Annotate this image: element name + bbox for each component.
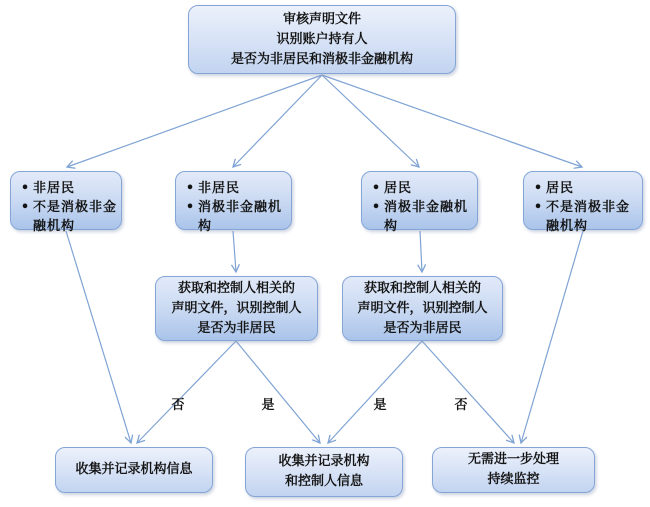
node-text-line: 非居民	[198, 181, 241, 196]
edge-label-yes-right: 是	[373, 398, 387, 413]
node-text-line: 是否为非居民	[197, 320, 276, 336]
edge-label-no-right: 否	[454, 398, 468, 413]
node-text-line: 收集并记录机构信息	[75, 462, 193, 477]
node-text-line: 非居民	[33, 181, 76, 196]
node-text-line: 获取和控制人相关的	[363, 280, 481, 296]
bullet-icon: •	[185, 181, 196, 196]
bullet-icon: •	[20, 200, 31, 215]
node-resident-passive-nfe	[361, 171, 478, 234]
node-text-line: 获取和控制人相关的	[177, 280, 295, 296]
bullet-icon: •	[371, 200, 382, 215]
node-text-line: 消极非金融机构	[384, 200, 469, 234]
edge-label-yes-left: 是	[261, 398, 275, 413]
node-no-further-processing	[432, 447, 595, 493]
node-collect-org-and-controller-info	[245, 447, 403, 497]
node-text-line: 声明文件，识别控制人	[171, 300, 302, 316]
node-obtain-controller-declaration-left	[155, 276, 318, 341]
node-nonresident-passive-nfe	[175, 171, 292, 234]
bullet-icon: •	[185, 200, 196, 215]
node-resident-not-passive-nfe	[523, 171, 643, 234]
node-text-line: 不是消极非金融机构	[546, 200, 631, 234]
node-text-line: 是否为非居民和消极非金融机构	[230, 51, 413, 67]
node-collect-org-info	[55, 447, 213, 493]
node-text-line: 无需进一步处理	[467, 452, 559, 467]
bullet-icon: •	[371, 181, 382, 196]
arrow-lines	[66, 75, 583, 443]
node-nonresident-not-passive-nfe	[10, 171, 122, 234]
node-text-line: 识别账户持有人	[276, 31, 368, 47]
node-text-line: 消极非金融机构	[198, 200, 283, 234]
bullet-icon: •	[20, 181, 31, 196]
bullet-icon: •	[533, 181, 544, 196]
node-text-line: 居民	[546, 181, 575, 196]
edge-label-no-left: 否	[171, 398, 185, 413]
bullet-icon: •	[533, 200, 544, 215]
node-text-line: 不是消极非金融机构	[33, 200, 118, 234]
node-text-line: 是否为非居民	[383, 320, 462, 336]
node-obtain-controller-declaration-right	[342, 276, 503, 341]
node-text-line: 持续监控	[487, 472, 540, 487]
node-text-line: 审核声明文件	[282, 11, 361, 27]
node-text-line: 和控制人信息	[284, 474, 363, 489]
node-text-line: 居民	[384, 181, 413, 196]
node-text-line: 收集并记录机构	[278, 454, 370, 469]
node-text-line: 声明文件，识别控制人	[357, 300, 488, 316]
node-review-declaration	[188, 5, 456, 74]
